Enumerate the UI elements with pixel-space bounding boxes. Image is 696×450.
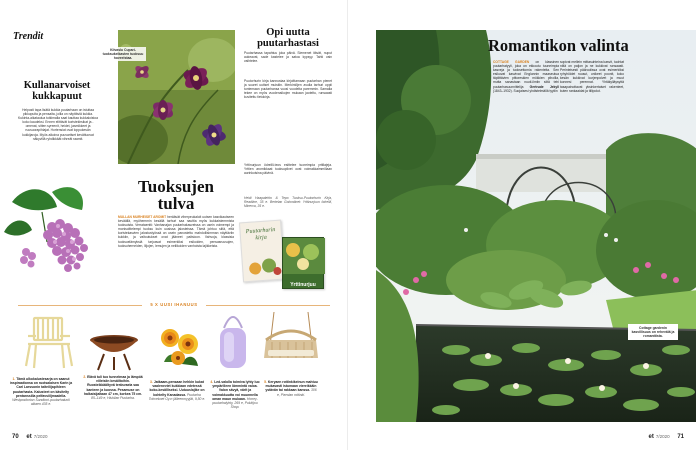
romantikon-lead: COTTAGE GARDEN [493,60,530,64]
right-page [348,0,696,450]
product-caption-5: 5. Keryaen rottinkikeinun mahtuu mukavasti istumaan viereikkäin ystävän tai rakkaan kanssa. 306 e, Pierolan rottinki. [264,380,318,397]
product-caption-3: 3. Jatkaam-pensaan hehkin kukat vaaleneviet kukkiaan edetessä koko-kesälliseksi. Uutuuslajike on kohtelty Kanadassa. Puutarha Tohvekoet Oy:n jälleenmyyjät, 9,50 e. [148,380,206,401]
book-puutarhurin-kirja [239,220,285,283]
lilac-illustration [2,182,118,282]
tulva-text: heräävät viherpeukaloit uutsen kasvikautseen keväällä, myöhemmin kesällä tarhuri saa nauttia myös kukkaistemmista tuoksuista. Verrataentti: Vanhanajan puutarhakasveissa on usein voimempi ja monisolttelempi tuoksu kuin uusissa jalosteissa. Tämä johtuu siitä, että koristekasvien jalostustyössä on usein panostettu mahdollisimman näyttäviin kukkiin, ja valtoutukset ovat jääneet paitsioon. Vahvoja, klassisia tuoksuelämyksiä tarjoavat esimerkiksi esikoiden, pensasruusujen, tuoksuherneiden, liljojen, lemujen ja neilikoiden vanhoista lajikkeista. [118,215,234,248]
product-caption-2: 2. Elävä tuli tuo tunnelmaa ja lämpöä viileisiin kesäiltoihin. Ruosteikkäältyvä teräsvaela saa kanteen ja kuossa. Pesamuse on halkaisijaltaan 47 cm, korkea 75 cm. 85–149 e, Hiukilan Puutarha. [83,375,143,401]
book1-cover-art [242,246,286,279]
book1-title: Puutarhurin kirja [245,227,276,242]
product-flower-image [156,322,202,372]
product-caption-4: 4. Led-valolla toimiva lyhty luo ympärilleen lämmintä valoa. Valon sävyä, värit ja voimakkuutta voi muunnella oman maun mukaan. Honey-puutarhalyhty, 269 e, Pukkijou Shop. [210,380,260,410]
romantikon-body-2: (1843–1932). Suojaisesi yhdistelmällä tyyliin [493,88,558,93]
romantikon-headline: Romantikon valinta [488,36,629,55]
left-folio: 70 et 7/2020 [12,434,48,440]
romantikon-body-col1 [493,60,559,93]
romantikon-body-col2: sopivat mellein mittasuhteina kasvit, tuohtat niitä on paljon ja ne kukkivat runsaasti. Perinteisesti pääroolissa ovat esimerkiksi ryhyhöidet ruusut, unikeet poonit, koko kesän kukkivat kurjenpolvet ja muut konnesi perennat. Yhtäkylläysyttä tasapainottavat yksinkertaiset rakenteet, kuten rankaaidat ja tiilipolut. [560,60,624,93]
product-swing-image [260,312,322,372]
product-firebowl-image [88,330,140,372]
tulva-headline: Tuoksujen tulva [138,177,214,213]
clematis-caption: Kiivaslu Cupari-tuoksukeikasten tuoksuu hoveelstaa. [100,47,146,61]
opi-headline: Opi uutta puutarhastasi [257,27,319,49]
garden-caption: Cottage gardenin kasvillisuus on reheväiä ja romanttista. [628,324,678,340]
section-label: Trendit [13,31,44,42]
opi-credit: Heidi Haapalehto & Tepo Tuoksu-Puutorhurin Kirja, Readline, 35 e. Bertelan Golondinet: Yrttinurjuun ödreilli, Minerva, 35 e. [244,196,332,209]
kukkapuut-body: Helposti tapa lisätä kukkia puutarhaan on istuttaa pikkupuita ja pensaita, joilla on näyttäviä kukkia. Kukinta-aikataulua tutkimalla saat kauttaa kukkaloistoa koko kaudeksi. Ennen elittävät koristekirsikat ja -omenat, sitten syreenit, heidet, jasmikkeet ja ruusuorapihlajat. Hortensiat ovat loppukesän kukkijaroja. Myös aikoina puuvartiset kevättuovat näkyvillä ryhdikkäät vihreät raamit. [18,108,98,141]
tulva-body [118,215,234,248]
right-folio: et 7/2020 71 [648,434,684,440]
product-caption-1: 1. Tämä ulkokalustesarja on saanut inspiraationsa on ruotsalaisen Karin ja Carl Larssonin taiteilijapihleen puutarhasta. Kalusteet on käsitelty pentanssilla pelfavsiiljmaalella. Westpositorion Sundbori-puutarhatuoli alkaen 435 e. [9,377,73,407]
opi-body-1: Puutarhassa tapahtuu joka päivä. Siemenet itävät, nuput aukeavat, sade kastelee ja satoa kypsyy. Tahti vain vaihtelee. [244,51,332,64]
romantikon-body-1: on klassinen puutarhatyyli, joka on ekkoutu tuuneimpia kasveja ja tuoksettomia rakenteita. Sen esikuvat kasvivat Englannin maaseutua täplittävien pittoreskien mökkien pihoilla, mutta sanastaan nuuti-ilmiin siitä tehi puutarhasuunnittelija [493,60,560,89]
book-yrttinurjuu [282,237,324,289]
lilac-photo [2,182,118,282]
book2-cover-art [283,238,325,274]
opi-body-2: Puutorhurin kirja kannustaa kirjoittamaan puutarhan pienet ja suuret uutiset muistiin. Merkintöjen avulla tarhuri oppii tuntemaan puutarhansa vuosi vuodelta paremmin. Samalla tekee on myös vuodenaikojen mukaan jaoteltu, runsaasti kuvitettu tietokirja. [244,79,332,100]
kukkapuut-headline: Kullanarvoiset kukkapuut [23,80,91,102]
products-strip-title: 5 X UUSI IHANUUS [150,302,198,307]
opi-body-3: Yrttinurjuun ödreilli-teos esittelee tuoreimpia yrttilajeja. Yrttien aromikkaat tuoksupilvet ovat voimakkaimmillaan aurinkoisina päivinä. [244,163,332,176]
book2-title: Yrttinurjuu [290,282,316,288]
tulva-lead: MULLAN MURHEISET AROMIT [118,215,167,219]
product-lantern-image [214,310,252,372]
romantikon-author: Gertrude Jekyll [529,84,559,89]
strip-rule-left [18,305,142,306]
strip-rule-right [206,305,330,306]
product-chair-image [24,314,74,370]
